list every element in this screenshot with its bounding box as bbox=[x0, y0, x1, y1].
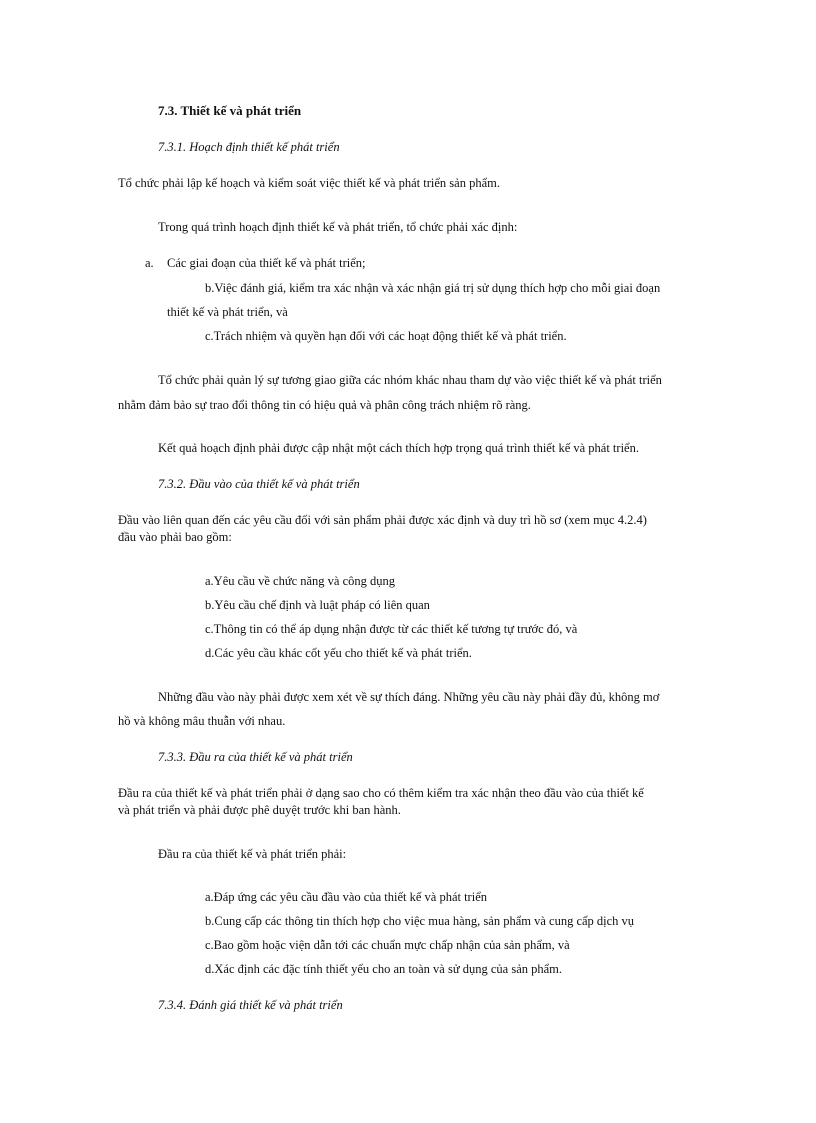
subsection-title-7-3-2: 7.3.2. Đầu vào của thiết kế và phát triển bbox=[158, 477, 360, 491]
paragraph: Những đầu vào này phải được xem xét về sự thích đáng. Những yêu cầu này phải đầy đủ, không mơ bbox=[158, 690, 660, 704]
paragraph-continuation: hồ và không mâu thuẫn với nhau. bbox=[118, 714, 286, 728]
list-item: b.Cung cấp các thông tin thích hợp cho việc mua hàng, sản phẩm và cung cấp dịch vụ bbox=[205, 914, 635, 928]
list-item: Các giai đoạn của thiết kế và phát triển; bbox=[167, 256, 366, 270]
paragraph: Kết quả hoạch định phải được cập nhật một cách thích hợp trọng quá trình thiết kế và phát triển. bbox=[158, 441, 639, 455]
list-item: c.Bao gồm hoặc viện dẫn tới các chuẩn mực chấp nhận của sản phẩm, và bbox=[205, 938, 570, 952]
paragraph: Đầu vào liên quan đến các yêu cầu đối với sản phẩm phải được xác định và duy trì hồ sơ (xem mục 4.2.4) bbox=[118, 513, 647, 527]
list-item: a.Đáp ứng các yêu cầu đầu vào của thiết kế và phát triển bbox=[205, 890, 487, 904]
paragraph-continuation: nhằm đảm bảo sự trao đổi thông tin có hiệu quả và phân công trách nhiệm rõ ràng. bbox=[118, 398, 531, 412]
paragraph-continuation: và phát triển và phải được phê duyệt trước khi ban hành. bbox=[118, 803, 401, 817]
paragraph: Đầu ra của thiết kế và phát triển phải: bbox=[158, 847, 347, 861]
paragraph: Tổ chức phải quản lý sự tương giao giữa các nhóm khác nhau tham dự vào việc thiết kế và phát triển bbox=[158, 373, 662, 387]
section-heading: 7.3. Thiết kế và phát triển bbox=[158, 103, 302, 118]
paragraph: Trong quá trình hoạch định thiết kế và phát triển, tổ chức phải xác định: bbox=[158, 220, 518, 234]
subsection-title-7-3-4: 7.3.4. Đánh giá thiết kế và phát triển bbox=[158, 998, 343, 1012]
list-item: d.Các yêu cầu khác cốt yếu cho thiết kế và phát triển. bbox=[205, 646, 472, 660]
list-item: d.Xác định các đặc tính thiết yếu cho an toàn và sử dụng của sản phẩm. bbox=[205, 962, 563, 976]
list-item: b.Việc đánh giá, kiểm tra xác nhận và xác nhận giá trị sử dụng thích hợp cho mỗi giai đoạn bbox=[205, 281, 661, 295]
subsection-title-7-3-1: 7.3.1. Hoạch định thiết kế phát triển bbox=[158, 140, 340, 154]
list-item: b.Yêu cầu chế định và luật pháp có liên quan bbox=[205, 598, 430, 612]
list-item: c.Trách nhiệm và quyền hạn đối với các hoạt động thiết kế và phát triển. bbox=[205, 329, 567, 343]
list-item: a.Yêu cầu về chức năng và công dụng bbox=[205, 574, 396, 588]
paragraph-continuation: đầu vào phải bao gồm: bbox=[118, 530, 232, 544]
paragraph: Đầu ra của thiết kế và phát triển phải ở dạng sao cho có thêm kiểm tra xác nhận theo đầu vào của thiết kế bbox=[118, 786, 644, 800]
paragraph: Tổ chức phải lập kế hoạch và kiểm soát việc thiết kế và phát triển sản phẩm. bbox=[118, 176, 500, 190]
list-marker: a. bbox=[145, 256, 154, 270]
list-item: c.Thông tin có thể áp dụng nhận được từ các thiết kế tương tự trước đó, và bbox=[205, 622, 578, 636]
list-item-continuation: thiết kế và phát triển, và bbox=[167, 305, 288, 319]
subsection-title-7-3-3: 7.3.3. Đầu ra của thiết kế và phát triển bbox=[158, 750, 353, 764]
